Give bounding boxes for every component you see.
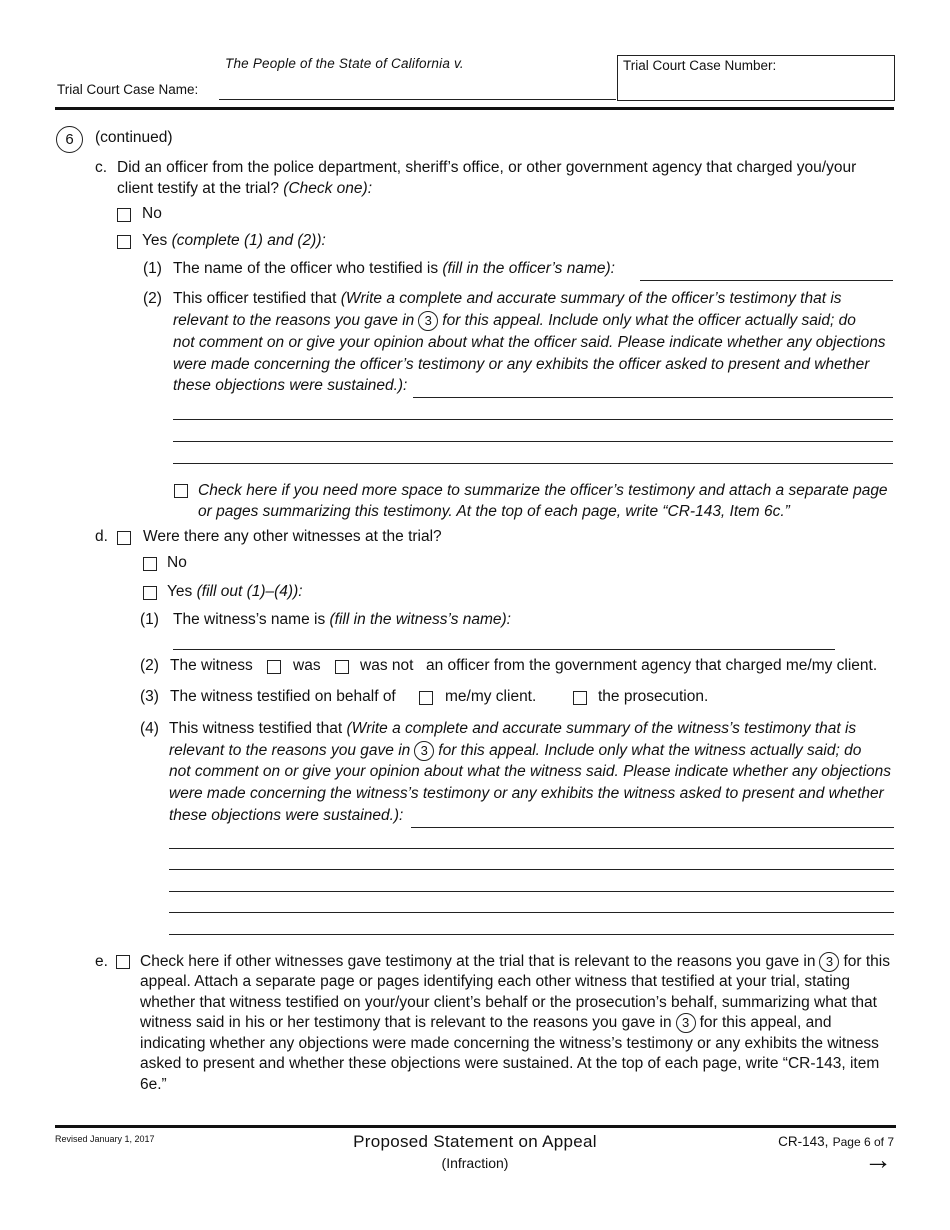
e-other-witnesses-checkbox[interactable] (116, 955, 130, 969)
officer-name-field[interactable] (640, 280, 893, 281)
form-title: Proposed Statement on Appeal (353, 1132, 597, 1151)
officer-summary-line-2[interactable] (173, 419, 893, 420)
c-item1-num: (1) (143, 260, 162, 277)
footer-rule (55, 1125, 896, 1128)
d-was-checkbox[interactable] (267, 660, 281, 674)
d-was-not-label: was not (360, 657, 414, 674)
item-c-letter: c. (95, 159, 108, 176)
d-item2-num: (2) (140, 657, 159, 674)
section-number-circle (56, 126, 83, 153)
d-no-checkbox[interactable] (143, 557, 157, 571)
c-item1-text: The name of the officer who testified is (fill in the officer’s name): (173, 260, 615, 277)
d-item4-num: (4) (140, 720, 159, 737)
case-number-label: Trial Court Case Number: (623, 58, 777, 73)
d-witness-checkbox[interactable] (117, 531, 131, 545)
item-e-letter: e. (95, 953, 108, 970)
d-yes-checkbox[interactable] (143, 586, 157, 600)
page-number: Page 6 of 7 (832, 1135, 894, 1149)
form-subtitle: (Infraction) (441, 1155, 509, 1171)
e-line2: appeal. Attach a separate page or pages identifying each other witness that testified at your trial, stating (140, 973, 850, 990)
c-item2-line5: these objections were sustained.): (173, 377, 408, 394)
c-more-space-line2: or pages summarizing this testimony. At the top of each page, write “CR-143, Item 6c.” (198, 503, 790, 520)
ref-circle-3: 3 (819, 952, 839, 972)
c-item2-line4: were made concerning the officer’s testimony or any exhibits the officer asked to present and whether (173, 356, 870, 373)
c-item2-num: (2) (143, 290, 162, 307)
d-was-not-checkbox[interactable] (335, 660, 349, 674)
continued-label: (continued) (95, 129, 173, 146)
header-rule (55, 107, 894, 110)
c-no-label: No (142, 205, 162, 222)
witness-summary-line-6[interactable] (169, 934, 894, 935)
case-name-field[interactable] (219, 99, 616, 100)
ref-circle-3: 3 (414, 741, 434, 761)
officer-summary-line-3[interactable] (173, 441, 893, 442)
e-line4: witness said in his or her testimony that is relevant to the reasons you gave in 3 for this appeal, and (140, 1014, 832, 1031)
e-line6: asked to present and whether these objections were sustained. At the top of each page, write “CR-143, item (140, 1055, 880, 1072)
ref-circle-3: 3 (676, 1013, 696, 1033)
d-item4-line3: not comment on or give your opinion about what the witness said. Please indicate whether any objections (169, 763, 892, 780)
d-no-label: No (167, 554, 187, 571)
e-line7: 6e.” (140, 1076, 167, 1093)
d-item4-line4: were made concerning the witness’s testimony or any exhibits the witness asked to present and whether (169, 785, 884, 802)
d-prosecution-label: the prosecution. (598, 688, 709, 705)
d-item2-text: The witness (170, 657, 253, 674)
form-id: CR-143, (778, 1134, 829, 1149)
officer-summary-line-1[interactable] (413, 397, 893, 398)
c-more-space-line1: Check here if you need more space to summarize the officer’s testimony and attach a separate page (198, 482, 888, 499)
witness-summary-line-5[interactable] (169, 912, 894, 913)
witness-summary-line-3[interactable] (169, 869, 894, 870)
d-item2-tail: an officer from the government agency that charged me/my client. (426, 657, 878, 674)
d-item3-num: (3) (140, 688, 159, 705)
d-item3-text: The witness testified on behalf of (170, 688, 396, 705)
d-item1-text: The witness’s name is (fill in the witness’s name): (173, 611, 511, 628)
section-number: 6 (65, 131, 74, 148)
case-name-label: Trial Court Case Name: (57, 82, 199, 97)
d-item4-line5: these objections were sustained.): (169, 807, 404, 824)
c-item2-line1: This officer testified that (Write a complete and accurate summary of the officer’s testimony that is (173, 290, 842, 307)
item-d-question: Were there any other witnesses at the trial? (143, 528, 442, 545)
ref-circle-3: 3 (418, 311, 438, 331)
d-item4-line2: relevant to the reasons you gave in 3 for this appeal. Include only what the witness actually said; do (169, 742, 862, 759)
item-c-question-line2: client testify at the trial? (Check one): (117, 180, 373, 197)
people-caption: The People of the State of California v. (225, 56, 464, 71)
next-page-arrow-icon: → (864, 1144, 892, 1175)
officer-summary-line-4[interactable] (173, 463, 893, 464)
d-item4-line1: This witness testified that (Write a complete and accurate summary of the witness’s testimony that is (169, 720, 857, 737)
e-line5: indicating whether any objections were made concerning the witness’s testimony or any exhibits the witness (140, 1035, 879, 1052)
d-was-label: was (293, 657, 321, 674)
witness-summary-line-1[interactable] (411, 827, 894, 828)
c-item2-line2: relevant to the reasons you gave in 3 for this appeal. Include only what the officer actually said; do (173, 312, 856, 329)
d-my-client-checkbox[interactable] (419, 691, 433, 705)
witness-summary-line-2[interactable] (169, 848, 894, 849)
witness-name-field[interactable] (173, 649, 835, 650)
c-no-checkbox[interactable] (117, 208, 131, 222)
revised-date: Revised January 1, 2017 (55, 1134, 155, 1144)
d-my-client-label: me/my client. (445, 688, 537, 705)
e-line1: Check here if other witnesses gave testimony at the trial that is relevant to the reasons you gave in 3 for this (140, 953, 890, 970)
c-more-space-checkbox[interactable] (174, 484, 188, 498)
witness-summary-line-4[interactable] (169, 891, 894, 892)
c-yes-label: Yes (complete (1) and (2)): (142, 232, 326, 249)
d-item1-num: (1) (140, 611, 159, 628)
e-line3: whether that witness testified on your/your client’s behalf or the prosecution’s behalf, summarizing what that (140, 994, 877, 1011)
item-c-question: Did an officer from the police department, sheriff’s office, or other government agency that charged you/your (117, 159, 857, 176)
d-prosecution-checkbox[interactable] (573, 691, 587, 705)
c-yes-checkbox[interactable] (117, 235, 131, 249)
item-d-letter: d. (95, 528, 108, 545)
c-item2-line3: not comment on or give your opinion about what the officer said. Please indicate whether any objections (173, 334, 886, 351)
d-yes-label: Yes (fill out (1)–(4)): (167, 583, 303, 600)
